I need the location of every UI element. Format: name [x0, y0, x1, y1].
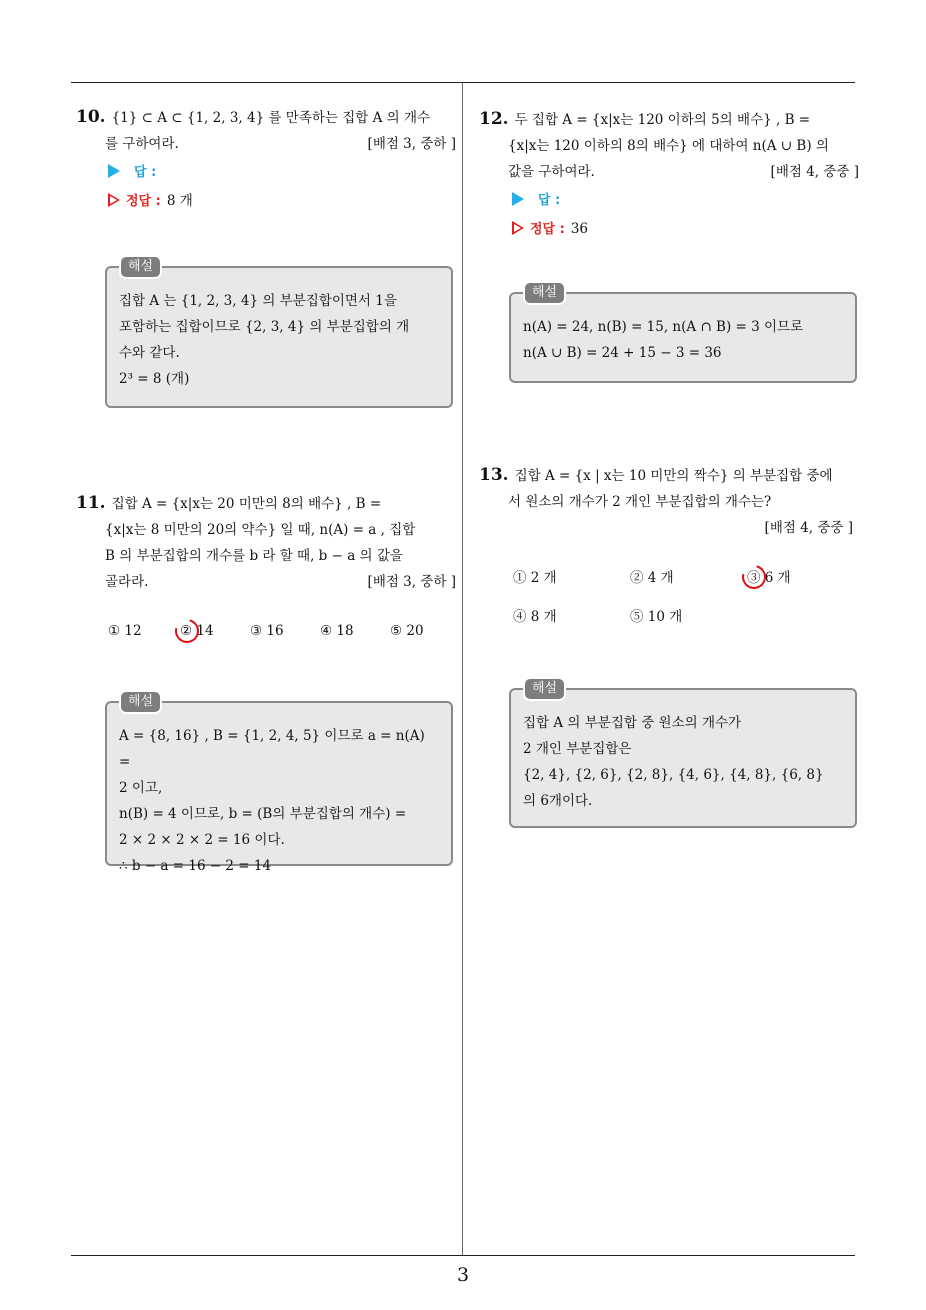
question-text: 를 구하여라.	[105, 136, 179, 152]
question-10	[76, 104, 456, 157]
answer-label: 답 :	[538, 193, 561, 208]
solution-tag: 해설	[523, 281, 566, 305]
top-rule	[71, 82, 855, 83]
choice-3[interactable]: ③ 6 개	[747, 570, 791, 586]
question-number: 11.	[76, 493, 106, 513]
score-meta: [배점 4, 중중 ]	[770, 164, 859, 180]
correct-value: 36	[570, 221, 589, 237]
question-number: 10.	[76, 107, 106, 127]
solution-line: 포함하는 집합이므로 {2, 3, 4} 의 부분집합의 개	[119, 319, 410, 335]
choice-1[interactable]: ① 2 개	[513, 570, 557, 586]
solution-box-11	[105, 694, 453, 874]
outline-play-icon	[512, 221, 524, 235]
bottom-rule	[71, 1255, 855, 1256]
question-text: {x|x는 8 미만의 20의 약수} 일 때, n(A) = a , 집합	[105, 522, 416, 538]
answer-block-12	[512, 186, 588, 244]
choice-2[interactable]: ② 14	[180, 623, 214, 639]
question-text: 집합 A = {x|x는 20 미만의 8의 배수} , B =	[111, 496, 382, 512]
solution-tag: 해설	[523, 677, 566, 701]
solution-line: n(B) = 4 이므로, b = (B의 부분집합의 개수) =	[119, 806, 407, 822]
choice-2[interactable]: ② 4 개	[630, 570, 674, 586]
play-icon	[512, 192, 524, 206]
question-text: 집합 A = {x | x는 10 미만의 짝수} 의 부분집합 중에	[514, 468, 833, 484]
choices-13	[513, 566, 853, 636]
solution-line: {2, 4}, {2, 6}, {2, 8}, {4, 6}, {4, 8}, {6, 8}	[523, 767, 824, 783]
play-icon	[108, 164, 120, 178]
answer-block-10	[108, 158, 193, 216]
solution-line: 2 × 2 × 2 × 2 = 16 이다.	[119, 832, 285, 848]
solution-box-13	[509, 681, 857, 828]
correct-label: 정답 :	[530, 222, 565, 237]
page-number: 3	[456, 1264, 470, 1286]
solution-box-12	[509, 285, 857, 383]
correct-label: 정답 :	[126, 194, 161, 209]
solution-line: ∴ b − a = 16 − 2 = 14	[119, 858, 272, 874]
choice-1[interactable]: ① 12	[108, 623, 142, 639]
choice-5[interactable]: ⑤ 10 개	[630, 609, 683, 625]
question-12	[479, 106, 859, 185]
question-text: B 의 부분집합의 개수를 b 라 할 때, b − a 의 값을	[105, 548, 403, 564]
solution-line: 2 이고,	[119, 780, 163, 796]
solution-box-10	[105, 259, 453, 408]
question-number: 12.	[479, 109, 509, 129]
choice-4[interactable]: ④ 8 개	[513, 609, 557, 625]
question-number: 13.	[479, 465, 509, 485]
solution-line: n(A ∪ B) = 24 + 15 − 3 = 36	[523, 345, 722, 361]
question-13	[479, 462, 859, 541]
solution-line: n(A) = 24, n(B) = 15, n(A ∩ B) = 3 이므로	[523, 319, 804, 335]
solution-line: 2 개인 부분집합은	[523, 741, 632, 757]
choice-5[interactable]: ⑤ 20	[390, 623, 424, 639]
question-text: 골라라.	[105, 574, 149, 590]
question-text: 두 집합 A = {x|x는 120 이하의 5의 배수} , B =	[514, 112, 811, 128]
solution-line: A = {8, 16} , B = {1, 2, 4, 5} 이므로 a = n(A) =	[119, 728, 425, 770]
solution-line: 2³ = 8 (개)	[119, 371, 190, 387]
question-text: 서 원소의 개수가 2 개인 부분집합의 개수는?	[508, 494, 772, 510]
solution-line: 수와 같다.	[119, 345, 180, 361]
solution-line: 집합 A 의 부분집합 중 원소의 개수가	[523, 715, 742, 731]
choice-4[interactable]: ④ 18	[320, 623, 354, 639]
answer-label: 답 :	[134, 165, 157, 180]
choices-11	[108, 619, 448, 645]
solution-line: 의 6개이다.	[523, 793, 593, 809]
score-meta: [배점 3, 중하 ]	[367, 136, 456, 152]
correct-value: 8 개	[166, 193, 193, 209]
score-meta: [배점 3, 중하 ]	[367, 574, 456, 590]
question-text: 값을 구하여라.	[508, 164, 595, 180]
column-divider	[462, 83, 463, 1255]
question-text: {1} ⊂ A ⊂ {1, 2, 3, 4} 를 만족하는 집합 A 의 개수	[111, 110, 431, 126]
question-11	[76, 490, 456, 595]
solution-tag: 해설	[119, 690, 162, 714]
question-text: {x|x는 120 이하의 8의 배수} 에 대하여 n(A ∪ B) 의	[508, 138, 829, 154]
choice-3[interactable]: ③ 16	[250, 623, 284, 639]
score-meta: [배점 4, 중중 ]	[764, 520, 853, 536]
outline-play-icon	[108, 193, 120, 207]
solution-line: 집합 A 는 {1, 2, 3, 4} 의 부분집합이면서 1을	[119, 293, 397, 309]
solution-tag: 해설	[119, 255, 162, 279]
